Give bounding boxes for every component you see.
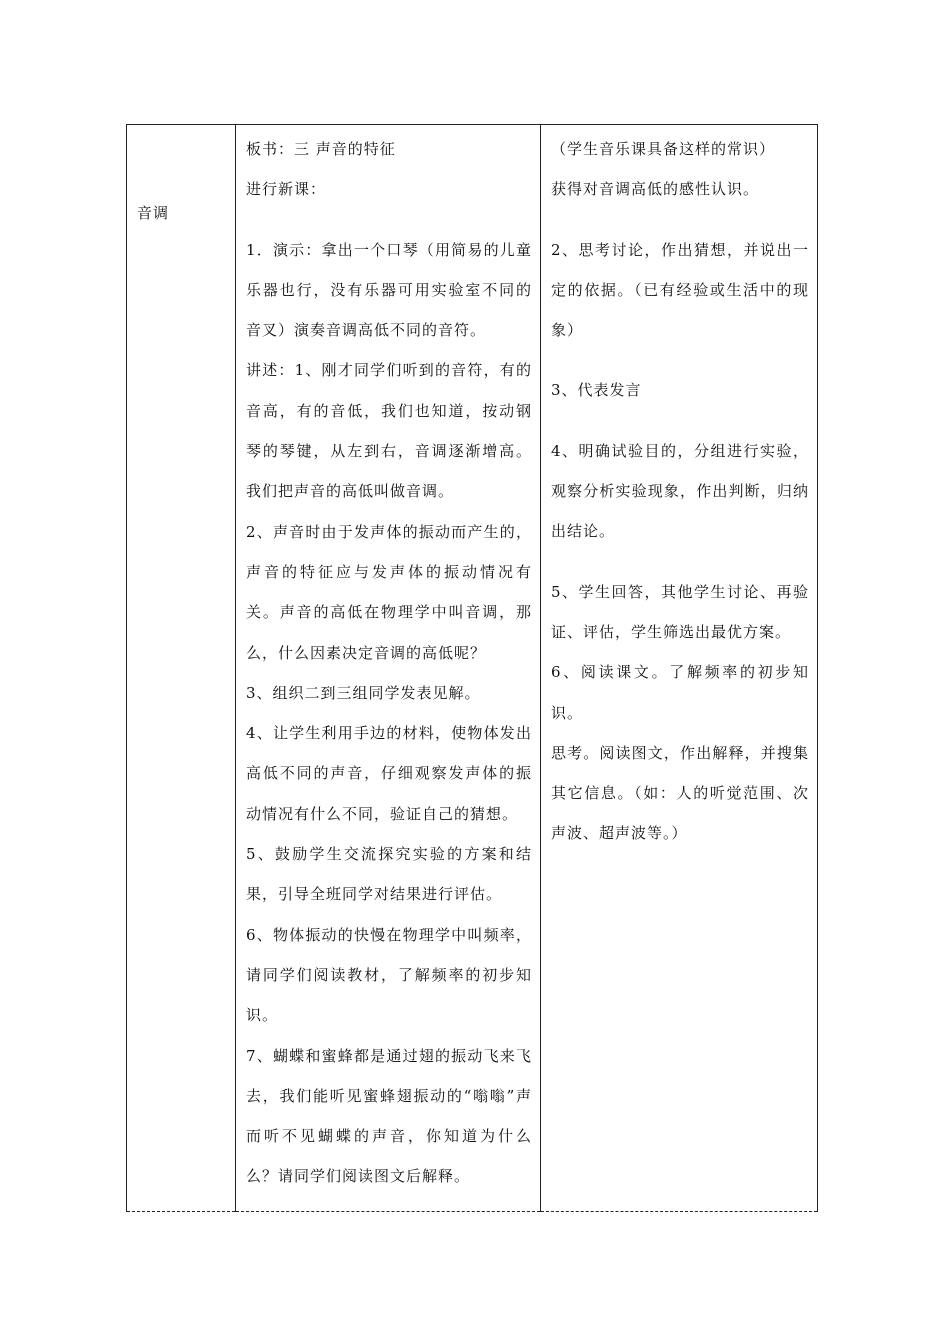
table-row xyxy=(127,125,818,1212)
topic-cell xyxy=(127,125,236,1212)
student-activity-content xyxy=(541,125,817,854)
teacher-activity-cell xyxy=(236,125,541,1212)
teacher-item: 1．演示：拿出一个口琴（用简易的儿童乐器也行，没有乐器可用实验室不同的音叉）演奏音调高低不同的音符。 xyxy=(246,240,532,340)
student-item: （学生音乐课具备这样的常识） xyxy=(551,140,776,158)
board-title: 板书：三 声音的特征 xyxy=(246,140,396,158)
spacer xyxy=(551,350,809,370)
student-item: 2、思考讨论，作出猜想，并说出一定的依据。（已有经验或生活中的现象） xyxy=(551,240,809,340)
spacer xyxy=(551,210,809,230)
teacher-item: 讲述：1、刚才同学们听到的音符，有的音高，有的音低，我们也知道，按动钢琴的琴键，从左到右，音调逐渐增高。我们把声音的高低叫做音调。 xyxy=(246,361,532,501)
student-item: 3、代表发言 xyxy=(551,381,642,400)
spacer xyxy=(246,210,532,230)
student-item: 6、阅读课文。了解频率的初步知识。 xyxy=(551,663,809,722)
lesson-intro: 进行新课： xyxy=(246,180,327,199)
student-item: 获得对音调高低的感性认识。 xyxy=(551,180,760,199)
spacer xyxy=(551,411,809,431)
student-item: 4、明确试验目的，分组进行实验，观察分析实验现象，作出判断，归纳出结论。 xyxy=(551,441,809,541)
teacher-item: 2、声音时由于发声体的振动而产生的，声音的特征应与发声体的振动情况有关。声音的高低在物理学中叫音调，那么，什么因素决定音调的高低呢？ xyxy=(246,522,532,662)
student-item: 思考。阅读图文，作出解释，并搜集其它信息。（如：人的听觉范围、次声波、超声波等。） xyxy=(551,743,809,843)
teacher-activity-content xyxy=(236,125,540,1197)
student-item: 5、学生回答，其他学生讨论、再验证、评估，学生筛选出最优方案。 xyxy=(551,582,809,641)
spacer xyxy=(551,552,809,572)
student-activity-cell xyxy=(541,125,818,1212)
teacher-item: 6、物体振动的快慢在物理学中叫频率，请同学们阅读教材，了解频率的初步知识。 xyxy=(246,925,532,1025)
teacher-item: 3、组织二到三组同学发表见解。 xyxy=(246,683,481,702)
topic-label: 音调 xyxy=(137,204,170,222)
teacher-item: 7、蝴蝶和蜜蜂都是通过翅的振动飞来飞去，我们能听见蜜蜂翅振动的“嗡嗡”声而听不见蝴蝶的声音，你知道为什么么？请同学们阅读图文后解释。 xyxy=(246,1046,532,1186)
teacher-item: 5、鼓励学生交流探究实验的方案和结果，引导全班同学对结果进行评估。 xyxy=(246,845,532,904)
lesson-plan-table xyxy=(126,124,818,1212)
teacher-item: 4、让学生利用手边的材料，使物体发出高低不同的声音，仔细观察发声体的振动情况有什么不同，验证自己的猜想。 xyxy=(246,724,532,823)
